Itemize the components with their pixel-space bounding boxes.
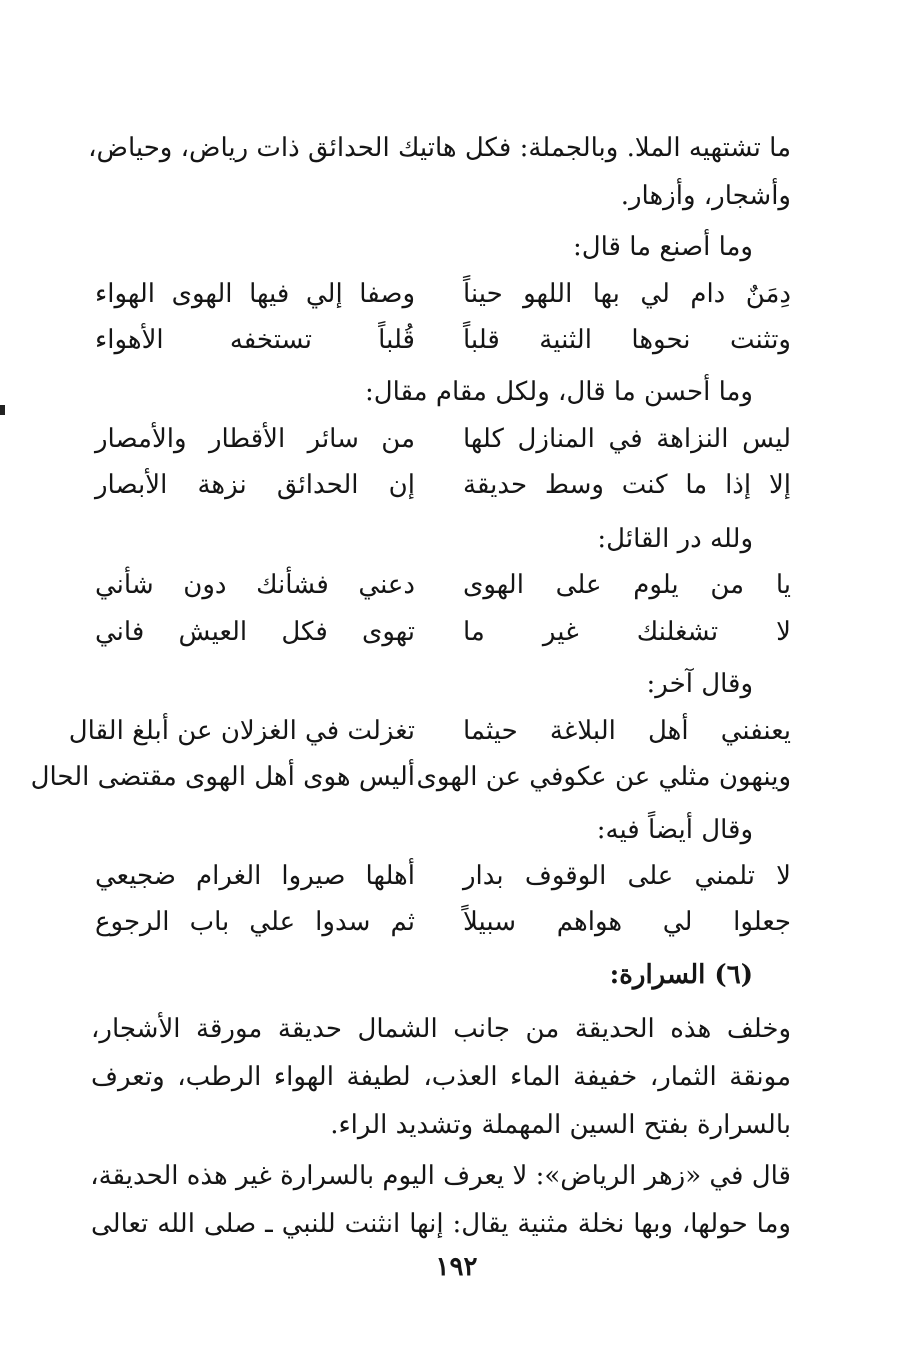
poem-1-verse-1-first-hemistich: دِمَنٌ دام لي بها اللهو حيناً: [463, 279, 791, 309]
poem-2-verse-2-second-hemistich: إن الحدائق نزهة الأبصار: [95, 470, 415, 500]
poem-1-verse-2-second-hemistich: قُلباً تستخفه الأهواء: [95, 325, 415, 355]
poem-5-verse-2-first-hemistich: جعلوا لي هواهم سبيلاً: [463, 907, 791, 937]
poem-5-verse-1-first-hemistich: لا تلمني على الوقوف بدار: [463, 861, 791, 891]
page-number: ١٩٢: [435, 1252, 478, 1282]
paragraph-sarara-line-3: بالسرارة بفتح السين المهملة وتشديد الراء.: [330, 1110, 791, 1140]
poem-5-verse-1-second-hemistich: أهلها صيروا الغرام ضجيعي: [95, 861, 415, 891]
poem-2-verse-2-first-hemistich: إلا إذا ما كنت وسط حديقة: [463, 470, 791, 500]
poem-4-verse-1-second-hemistich: تغزلت في الغزلان عن أبلغ القال: [68, 716, 415, 746]
poem-4-verse-1-first-hemistich: يعنفني أهل البلاغة حيثما: [463, 716, 791, 746]
poem-4-verse-2-first-hemistich: وينهون مثلي عن عكوفي عن الهوى: [416, 762, 791, 792]
poem-1-intro: وما أصنع ما قال:: [572, 232, 753, 262]
poem-2-verse-1-second-hemistich: من سائر الأقطار والأمصار: [95, 424, 415, 454]
paragraph-quote-line-2: وما حولها، وبها نخلة مثنية يقال: إنها انثنت للنبي ـ صلى الله تعالى: [91, 1209, 791, 1239]
poem-4-intro: وقال آخر:: [646, 669, 753, 699]
poem-3-verse-2-second-hemistich: تهوى فكل العيش فاني: [95, 617, 415, 647]
poem-2-intro: وما أحسن ما قال، ولكل مقام مقال:: [364, 377, 753, 407]
poem-5-intro: وقال أيضاً فيه:: [596, 815, 753, 845]
poem-3-verse-1-second-hemistich: دعني فشأنك دون شأني: [95, 570, 415, 600]
paragraph-intro-line-1: ما تشتهيه الملا. وبالجملة: فكل هاتيك الحدائق ذات رياض، وحياض،: [88, 133, 791, 163]
poem-3-intro: ولله در القائل:: [597, 524, 753, 554]
poem-5-verse-2-second-hemistich: ثم سدوا علي باب الرجوع: [95, 907, 415, 937]
poem-3-verse-1-first-hemistich: يا من يلوم على الهوى: [463, 570, 791, 600]
poem-2-verse-1-first-hemistich: ليس النزاهة في المنازل كلها: [463, 424, 791, 454]
scan-edge-mark: [0, 405, 5, 415]
paragraph-sarara-line-1: وخلف هذه الحديقة من جانب الشمال حديقة مورقة الأشجار،: [91, 1014, 791, 1044]
paragraph-sarara-line-2: مونقة الثمار، خفيفة الماء العذب، لطيفة الهواء الرطب، وتعرف: [91, 1062, 791, 1092]
section-heading: (٦) السرارة:: [609, 960, 753, 990]
poem-4-verse-2-second-hemistich: أليس هوى أهل الهوى مقتضى الحال: [30, 762, 415, 792]
poem-3-verse-2-first-hemistich: لا تشغلنك غير ما: [463, 617, 791, 647]
paragraph-quote-line-1: قال في «زهر الرياض»: لا يعرف اليوم بالسرارة غير هذه الحديقة،: [90, 1161, 791, 1191]
poem-1-verse-1-second-hemistich: وصفا إلي فيها الهوى الهواء: [95, 279, 415, 309]
paragraph-intro-line-2: وأشجار، وأزهار.: [620, 181, 791, 211]
poem-1-verse-2-first-hemistich: وتثنت نحوها الثنية قلباً: [463, 325, 791, 355]
